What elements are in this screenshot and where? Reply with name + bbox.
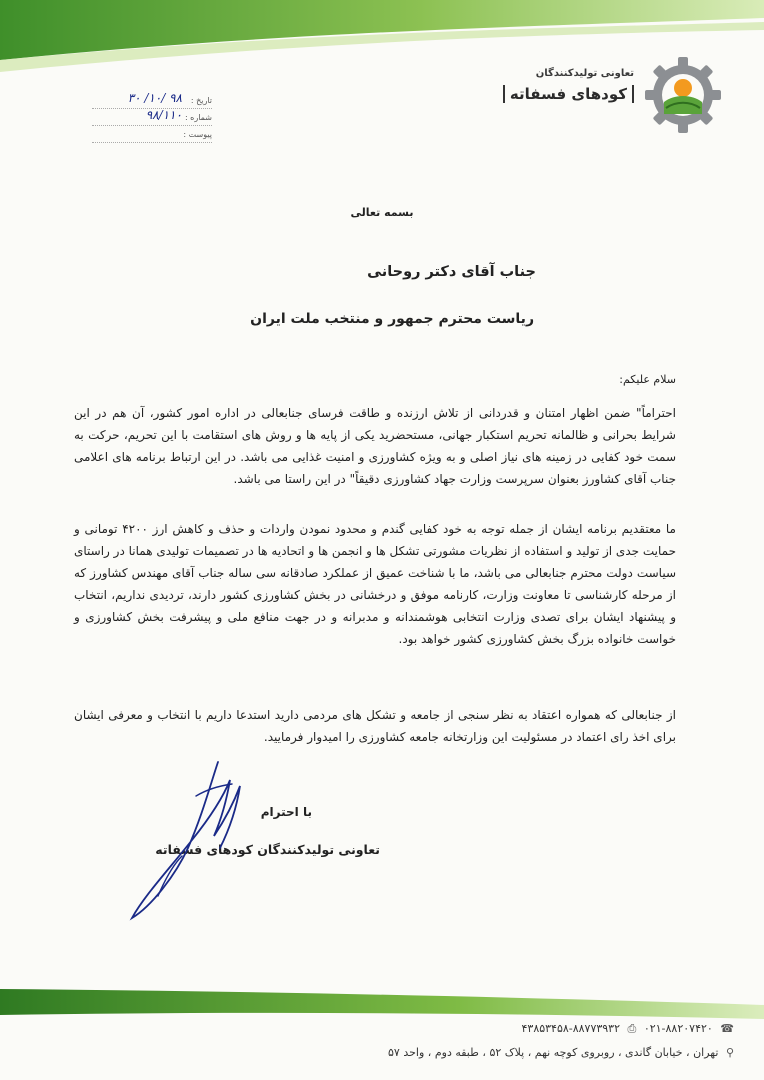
location-pin-icon: ⚲ [725,1046,734,1059]
number-value: ۹۸/۱۱۰ [145,108,182,122]
phone-value: ۰۲۱-۸۸۲۰۷۴۲۰ [643,1022,713,1035]
company-brand [503,68,634,103]
number-label: شماره : [184,113,212,122]
date-label: تاریخ : [190,96,212,105]
fax-value: ۴۳۸۵۳۴۵۸-۸۸۷۷۳۹۳۲ [521,1022,621,1035]
attachment-row [92,128,212,143]
bismillah: بسمه تعالی [350,206,414,219]
number-row [92,108,212,126]
brand-subtitle: تعاونی تولیدکنندگان [535,68,634,79]
addressee: جناب آقای دکتر روحانی [367,264,536,280]
date-value: ۹۸ /۱۰/ ۳۰ [127,91,182,105]
addressee-title: ریاست محترم جمهور و منتخب ملت ایران [250,311,534,327]
paragraph-3: از جنابعالی که همواره اعتقاد به نظر سنجی از جامعه و تشکل های مردمی دارید استدعا داریم با انتخاب و معرفی ایشان برای اخذ رای اعتماد در مسئولیت این وزارتخانه جامعه کشاورزی را امیدوار فرمایید. [74,708,676,744]
signer: تعاونی تولیدکنندگان کودهای فسفاته [155,842,380,857]
reference-block [92,91,212,145]
paragraph-2: ما معتقدیم برنامه ایشان از جمله توجه به خود کفایی گندم و محدود نمودن واردات و حذف و کاهش ارز ۴۲۰۰ تومانی و حمایت جدی از تولید و استفاده از نظریات مشورتی تشکل ها و انجمن ها و اتحادیه ها در تصمیمات تولیدی همانا در راستای سیاست دولت محترم جنابعالی می باشد، ما با شناخت عمیق از عملکرد صادقانه سی ساله جناب آقای مهندس کشاورز که از مرحله کارشناسی تا معاونت وزارت، کارنامه موفق و درخشانی در بخش کشاورزی کشور دارند، تردیدی نداریم، انتخاب و پیشنهاد ایشان برای تصدی وزارت انتخابی هوشمندانه و مدبرانه و در جهت منافع ملی و پیشرفت بخش کشاورزی و خواست خانواده بزرگ بخش کشاورزی کشور خواهد بود. [73,522,676,646]
closing: با احترام [260,805,312,819]
gear-tractor-logo-icon [642,54,724,136]
salutation: سلام علیکم: [619,373,676,386]
footer-contact [522,1022,739,1036]
attachment-label: پیوست : [183,130,212,139]
brand-name: کودهای فسفاته [503,85,634,103]
address-value: تهران ، خیابان گاندی ، روبروی کوچه نهم ، پلاک ۵۲ ، طبقه دوم ، واحد ۵۷ [388,1046,719,1059]
paragraph-1: احتراماً" ضمن اظهار امتنان و قدردانی از تلاش ارزنده و طاقت فرسای جنابعالی در اداره امور کشور، آن هم در این شرایط بحرانی و ظالمانه تحریم استکبار جهانی، مستحضرید یکی از پایه ها و روش های استقامت با این تحریم، حرکت به سمت خود کفایی در زمینه های نیاز اصلی و به ویژه کشاورزی و امنیت غذایی می باشد. در این ارتباط برنامه های اعلامی جناب آقای کشاورز بعنوان سرپرست وزارت جهاد کشاورزی دقیقاً" در این راستا می باشد. [74,406,676,486]
footer-address [388,1046,738,1059]
footer-decoration [0,985,764,1025]
date-row [92,91,212,109]
fax-icon: ⎙ [627,1022,637,1035]
phone-icon: ☎ [720,1022,734,1035]
signature [122,756,252,926]
